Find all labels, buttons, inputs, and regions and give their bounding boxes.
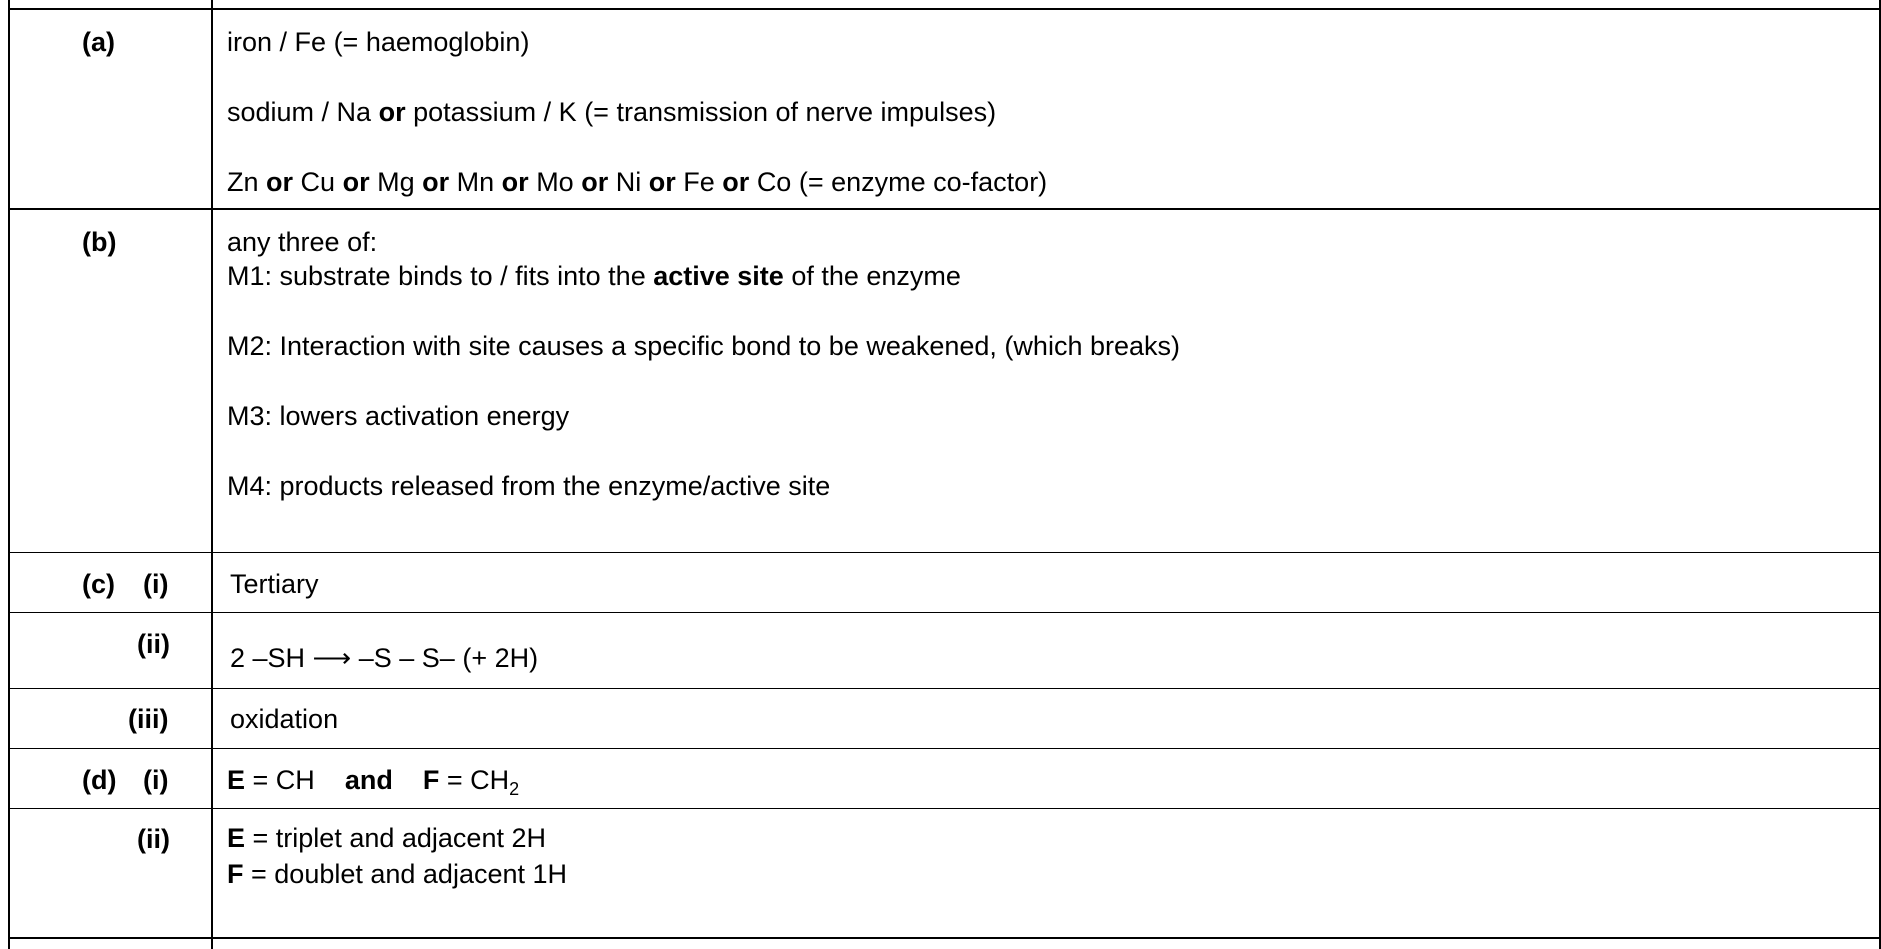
row-b-m3: M3: lowers activation energy — [227, 401, 570, 431]
symbol-e: E — [227, 823, 246, 853]
or-word: or — [422, 167, 450, 197]
haemoglobin-role: (= haemoglobin) — [333, 27, 530, 57]
row-b-m4: M4: products released from the enzyme/active site — [227, 471, 831, 501]
cofactor-role: (= enzyme co-factor) — [798, 167, 1048, 197]
row-c-label: (c) — [82, 569, 115, 599]
metal: Mg — [377, 167, 415, 197]
m1-text: M1: substrate binds to / fits into the — [227, 261, 646, 291]
or-word: or — [581, 167, 609, 197]
row-a-line-2 — [227, 96, 996, 128]
or-word: or — [648, 167, 676, 197]
row-b-intro: any three of: — [227, 227, 378, 257]
metal: Cu — [300, 167, 336, 197]
and-word: and — [344, 765, 393, 795]
or-word: or — [378, 97, 406, 127]
row-b-m2: M2: Interaction with site causes a specific bond to be weakened, (which breaks) — [227, 331, 1180, 361]
row-d-i-answer — [227, 764, 520, 799]
row-d-label: (d) — [82, 765, 117, 795]
metal: Mn — [456, 167, 495, 197]
row-c-ii-answer: 2 –SH ⟶ –S – S– (+ 2H) — [230, 643, 539, 673]
metal: Co — [756, 167, 792, 197]
row-a-label: (a) — [82, 27, 115, 57]
rule-di-dii — [8, 808, 1881, 809]
potassium-k: potassium / K — [413, 97, 577, 127]
rule-bottom — [8, 937, 1881, 939]
f-splitting: = doublet and adjacent 1H — [251, 859, 568, 889]
m1-text-end: of the enzyme — [791, 261, 961, 291]
or-word: or — [342, 167, 370, 197]
row-b-m1 — [227, 260, 961, 292]
row-d-ii-label: (ii) — [137, 824, 170, 854]
nerve-role: (= transmission of nerve impulses) — [584, 97, 997, 127]
row-d-i-label: (i) — [143, 765, 169, 795]
or-word: or — [722, 167, 750, 197]
rule-mid — [211, 0, 213, 949]
subscript-2: 2 — [509, 779, 520, 799]
metal: Zn — [227, 167, 259, 197]
iron-fe: iron / Fe — [227, 27, 327, 57]
symbol-f: F — [422, 765, 440, 795]
rule-left — [8, 0, 10, 949]
active-site-term: active site — [653, 261, 784, 291]
sodium-na: sodium / Na — [227, 97, 372, 127]
rule-ci-cii — [8, 612, 1881, 613]
metal: Fe — [683, 167, 715, 197]
or-word: or — [501, 167, 529, 197]
rule-ciii-di — [8, 748, 1881, 749]
row-c-ii-label: (ii) — [137, 629, 170, 659]
symbol-e: E — [227, 765, 246, 795]
rule-cii-ciii — [8, 688, 1881, 689]
row-a-line-3 — [227, 166, 1047, 198]
rule-a-b — [8, 208, 1881, 210]
row-d-ii-line-1 — [227, 822, 546, 854]
e-splitting: = triplet and adjacent 2H — [252, 823, 546, 853]
rule-top — [8, 8, 1881, 10]
rule-b-ci — [8, 552, 1881, 553]
row-b-label: (b) — [82, 227, 117, 257]
row-a-line-1 — [227, 26, 529, 58]
row-c-i-label: (i) — [143, 569, 169, 599]
metal: Ni — [615, 167, 642, 197]
row-c-i-answer: Tertiary — [230, 569, 319, 599]
e-value: = CH — [252, 765, 315, 795]
row-c-iii-answer: oxidation — [230, 704, 339, 734]
metal: Mo — [536, 167, 574, 197]
row-d-ii-line-2 — [227, 858, 567, 890]
symbol-f: F — [227, 859, 244, 889]
f-value: = CH — [446, 765, 510, 795]
row-c-iii-label: (iii) — [128, 704, 169, 734]
or-word: or — [266, 167, 294, 197]
